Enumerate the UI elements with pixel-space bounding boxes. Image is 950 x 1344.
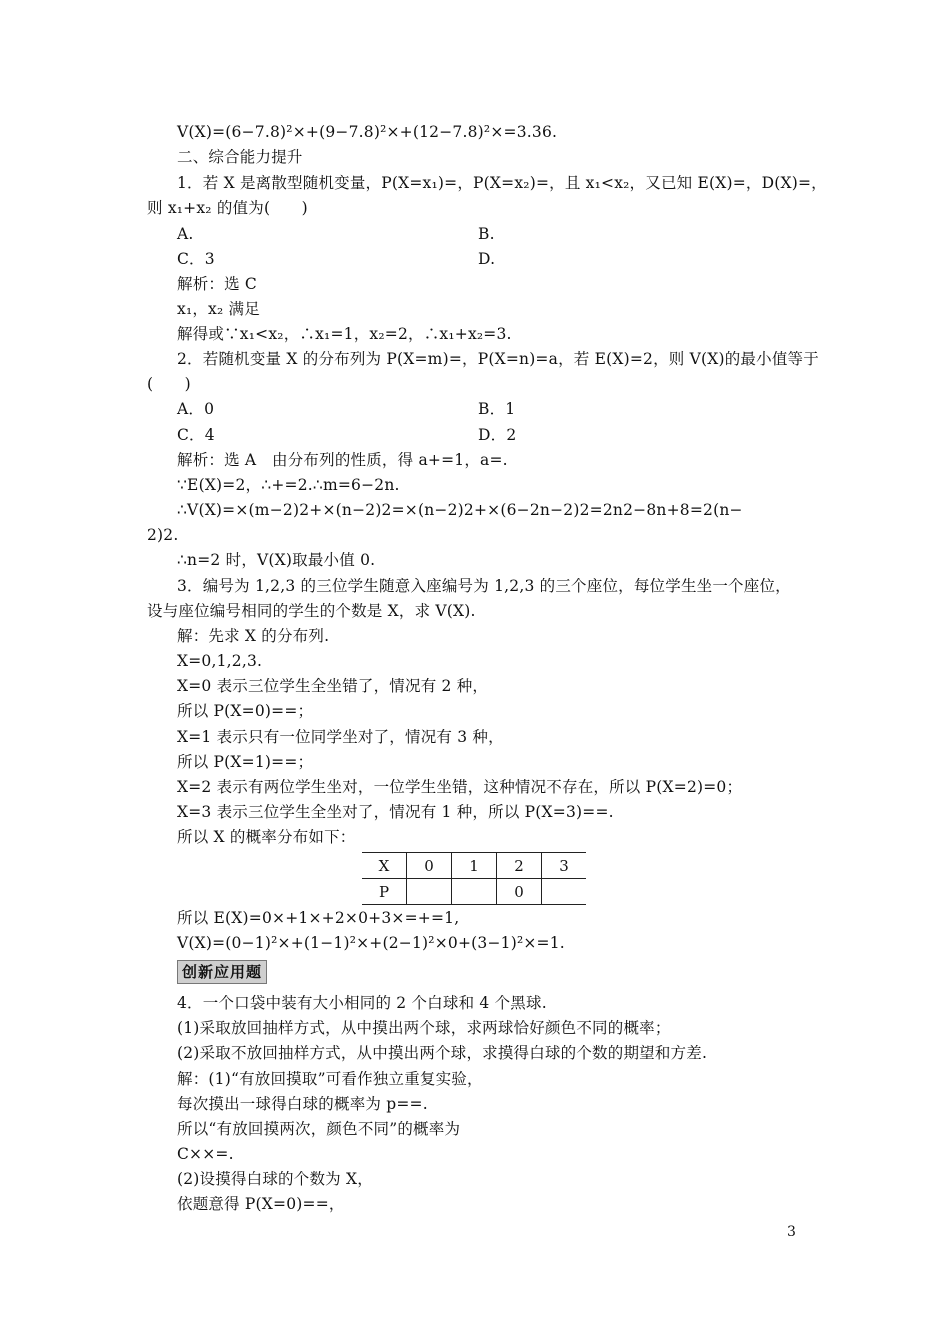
text-line: 则 x₁+x₂ 的值为( ) — [147, 199, 308, 217]
page-number: 3 — [787, 1224, 796, 1240]
text-line: 所以 X 的概率分布如下： — [177, 828, 356, 846]
text-line: 依题意得 P(X=0)==， — [177, 1195, 345, 1213]
option-c: C．3 — [177, 250, 215, 268]
distribution-table — [362, 852, 586, 905]
text-line: 解析：选 C — [177, 275, 257, 293]
option-b: B. — [478, 225, 495, 243]
text-line: X=2 表示有两位学生坐对，一位学生坐错，这种情况不存在，所以 P(X=2)=0； — [177, 778, 743, 796]
section-heading: 二、综合能力提升 — [177, 148, 303, 166]
table-cell: 0 — [497, 879, 542, 905]
option-a: A．0 — [177, 400, 215, 418]
text-line: 所以 E(X)=0×+1×+2×0+3×=+=1, — [177, 909, 460, 927]
text-line: 所以“有放回摸两次，颜色不同”的概率为 — [177, 1120, 461, 1138]
text-line: 解析：选 A 由分布列的性质，得 a+=1，a=. — [177, 451, 508, 469]
text-line: ∴n=2 时，V(X)取最小值 0. — [177, 551, 376, 569]
text-line: 所以 P(X=1)==； — [177, 753, 314, 771]
table-cell: X — [362, 853, 407, 879]
text-line: V(X)=(6−7.8)²×+(9−7.8)²×+(12−7.8)²×=3.36. — [177, 123, 558, 141]
table-row — [362, 879, 586, 905]
table-cell: P — [362, 879, 407, 905]
text-line: 每次摸出一球得白球的概率为 p==. — [177, 1095, 428, 1113]
text-line: X=1 表示只有一位同学坐对了，情况有 3 种， — [177, 728, 504, 746]
option-a: A. — [177, 225, 194, 243]
text-line: (1)采取放回抽样方式，从中摸出两个球，求两球恰好颜色不同的概率； — [177, 1019, 671, 1037]
text-line: ( ) — [147, 375, 191, 393]
text-line: x₁，x₂ 满足 — [177, 300, 260, 318]
text-line: 2)2. — [147, 526, 179, 544]
text-line: C××=. — [177, 1145, 234, 1163]
text-line: 解：先求 X 的分布列. — [177, 627, 330, 645]
text-line: 4．一个口袋中装有大小相同的 2 个白球和 4 个黑球. — [177, 994, 547, 1012]
text-line: 解得或∵x₁<x₂，∴x₁=1，x₂=2，∴x₁+x₂=3. — [177, 325, 512, 343]
table-cell: 0 — [407, 853, 452, 879]
table-row — [362, 853, 586, 879]
option-d: D．2 — [478, 426, 517, 444]
text-line: ∵E(X)=2，∴+=2.∴m=6−2n. — [177, 476, 400, 494]
table-cell: 3 — [542, 853, 587, 879]
text-line: (2)设摸得白球的个数为 X， — [177, 1170, 373, 1188]
text-line: ∴V(X)=×(m−2)2+×(n−2)2=×(n−2)2+×(6−2n−2)2=2n2−8n+8=2(n− — [177, 501, 743, 519]
text-line: X=0 表示三位学生全坐错了，情况有 2 种， — [177, 677, 489, 695]
table-cell — [452, 879, 497, 905]
text-line: 1．若 X 是离散型随机变量，P(X=x₁)=，P(X=x₂)=，且 x₁<x₂，又已知 E(X)=，D(X)=， — [177, 174, 827, 192]
option-b: B．1 — [478, 400, 516, 418]
text-line: 2．若随机变量 X 的分布列为 P(X=m)=，P(X=n)=a，若 E(X)=2，则 V(X)的最小值等于 — [177, 350, 819, 368]
text-line: V(X)=(0−1)²×+(1−1)²×+(2−1)²×0+(3−1)²×=1. — [177, 934, 565, 952]
text-line: 设与座位编号相同的学生的个数是 X，求 V(X). — [147, 602, 476, 620]
table-cell — [407, 879, 452, 905]
table-cell: 1 — [452, 853, 497, 879]
text-line: 解：(1)“有放回摸取”可看作独立重复实验， — [177, 1070, 483, 1088]
table-cell — [542, 879, 587, 905]
text-line: 所以 P(X=0)==； — [177, 702, 314, 720]
option-c: C．4 — [177, 426, 215, 444]
text-line: X=0,1,2,3. — [177, 652, 263, 670]
table-cell: 2 — [497, 853, 542, 879]
text-line: (2)采取不放回抽样方式，从中摸出两个球，求摸得白球的个数的期望和方差. — [177, 1044, 708, 1062]
text-line: 3．编号为 1,2,3 的三位学生随意入座编号为 1,2,3 的三个座位，每位学生坐一个座位， — [177, 577, 791, 595]
option-d: D. — [478, 250, 496, 268]
section-banner: 创新应用题 — [177, 960, 267, 984]
text-line: X=3 表示三位学生全坐对了，情况有 1 种，所以 P(X=3)==. — [177, 803, 614, 821]
